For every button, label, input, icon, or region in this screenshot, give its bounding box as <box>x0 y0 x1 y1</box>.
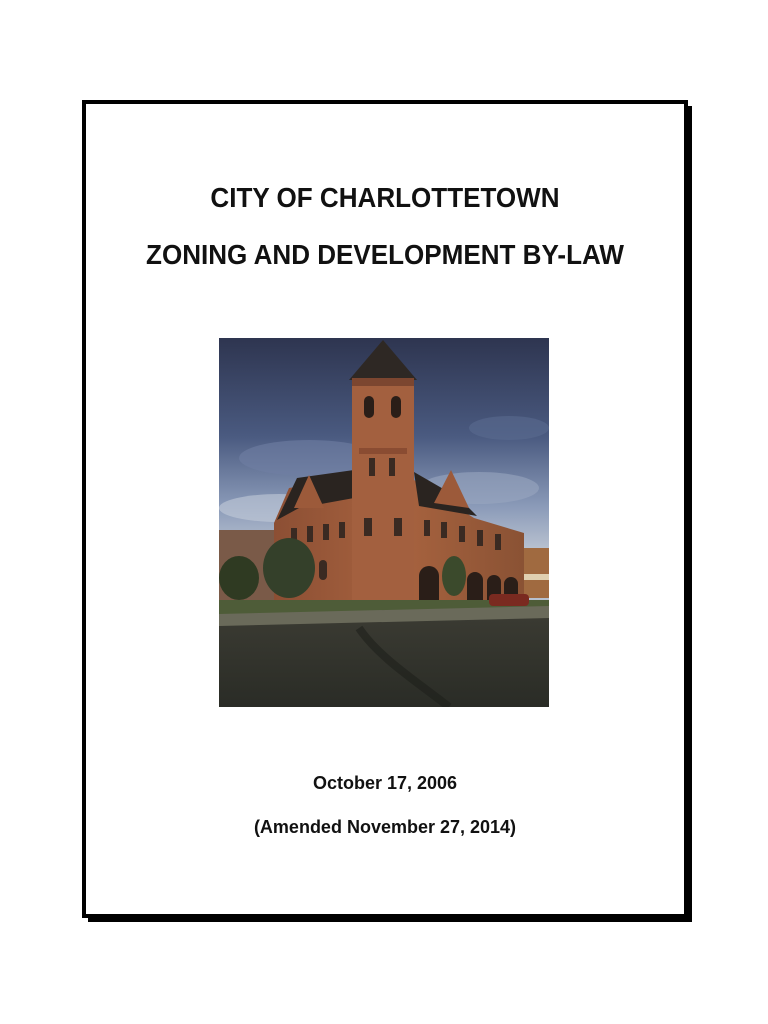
title-line-2: ZONING AND DEVELOPMENT BY-LAW <box>146 239 624 270</box>
amended-date: (Amended November 27, 2014) <box>253 817 517 837</box>
cover-frame <box>82 100 688 918</box>
title-line-1: CITY OF CHARLOTTETOWN <box>210 182 560 213</box>
city-hall-photo <box>219 338 549 707</box>
adoption-date: October 17, 2006 <box>312 773 458 793</box>
